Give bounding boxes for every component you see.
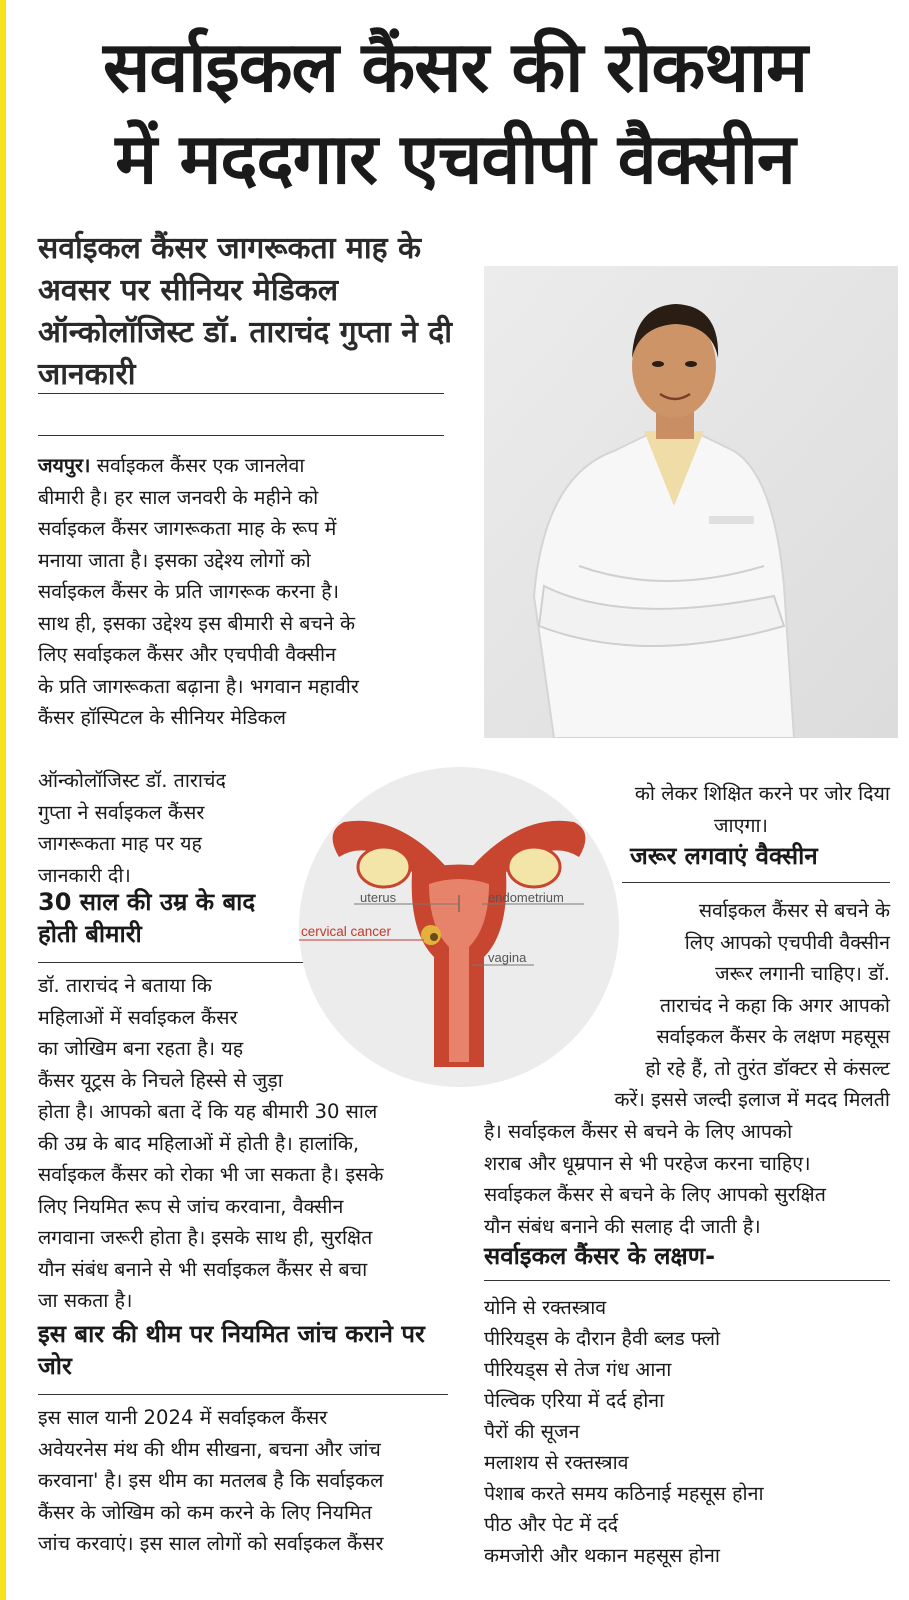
text-line: हो रहे हैं, तो तुरंत डॉक्टर से कंसल्ट (645, 1056, 890, 1080)
divider (622, 882, 890, 883)
label-endometrium: endometrium (488, 890, 564, 905)
symptom-item: मलाशय से रक्तस्त्राव (484, 1451, 629, 1474)
label-uterus: uterus (360, 890, 397, 905)
text-line: कैंसर के जोखिम को कम करने के लिए नियमित (38, 1500, 372, 1524)
section1-paragraph (38, 970, 300, 1096)
text-line: सर्वाइकल कैंसर से बचने के लिए आपको सुरक्षित (484, 1183, 826, 1206)
text-line: डॉ. ताराचंद ने बताया कि (38, 974, 212, 997)
text-line: का जोखिम बना रहता है। यह (38, 1037, 244, 1060)
label-cervical-cancer: cervical cancer (301, 924, 392, 939)
section3-paragraph-wide (484, 1116, 890, 1242)
intro-paragraph-wrap (38, 765, 298, 891)
uterus-diagram (294, 762, 624, 1092)
text-line: लिए सर्वाइकल कैंसर और एचपीवी वैक्सीन (38, 643, 336, 666)
section-heading-vaccine: जरूर लगवाएं वैक्सीन (630, 842, 818, 870)
section3-paragraph-narrow (612, 895, 890, 1116)
subheadline: सर्वाइकल कैंसर जागरूकता माह के अवसर पर सीनियर मेडिकल ऑन्कोलॉजिस्ट डॉ. ताराचंद गुप्ता ने दी जानकारी (38, 231, 452, 392)
divider (484, 1280, 890, 1281)
text-line: जागरूकता माह पर यह (38, 832, 202, 855)
symptom-item: पीरियड्स के दौरान हैवी ब्लड फ्लो (484, 1327, 721, 1350)
text-line: जरूर लगानी चाहिए। डॉ. (715, 962, 890, 985)
text-line: साथ ही, इसका उद्देश्य इस बीमारी से बचने के (38, 611, 356, 635)
text-line: को लेकर शिक्षित करने पर जोर दिया (634, 782, 890, 805)
text-line: की उम्र के बाद महिलाओं में होती है। हालांकि, (38, 1131, 360, 1155)
text-line: ऑन्कोलॉजिस्ट डॉ. ताराचंद (38, 769, 226, 792)
text-line: जा सकता है। (38, 1289, 133, 1312)
text-line: लगवाना जरूरी होता है। इसके साथ ही, सुरक्षित (38, 1226, 373, 1249)
doctor-photo (484, 266, 898, 738)
text-line: कैंसर यूट्रस के निचले हिस्से से जुड़ा (38, 1068, 283, 1092)
text-line: गुप्ता ने सर्वाइकल कैंसर (38, 800, 205, 824)
symptom-item: पेल्विक एरिया में दर्द होना (484, 1389, 665, 1412)
section-heading-age: 30 साल की उम्र के बाद होती बीमारी (38, 888, 256, 948)
symptom-item: पीठ और पेट में दर्द (484, 1513, 619, 1536)
text-line: जांच करवाएं। इस साल लोगों को सर्वाइकल कैंसर (38, 1532, 384, 1555)
intro-paragraph (38, 450, 448, 734)
text-line: महिलाओं में सर्वाइकल कैंसर (38, 1005, 238, 1029)
text-line: के प्रति जागरूकता बढ़ाना है। भगवान महावीर (38, 674, 359, 698)
text-line: इस साल यानी 2024 में सर्वाइकल कैंसर (38, 1406, 328, 1429)
text-line: सर्वाइकल कैंसर के लक्षण महसूस (656, 1025, 890, 1048)
dateline: जयपुर। (38, 454, 91, 477)
symptom-item: कमजोरी और थकान महसूस होना (484, 1544, 720, 1567)
section-heading-symptoms: सर्वाइकल कैंसर के लक्षण- (484, 1242, 716, 1270)
text-line: जाएगा। (714, 813, 768, 837)
text-line: करवाना' है। इस थीम का मतलब है कि सर्वाइकल (38, 1469, 384, 1492)
text-line: जानकारी दी। (38, 863, 131, 887)
text-line: बीमारी है। हर साल जनवरी के महीने को (38, 485, 319, 509)
symptom-item: पीरियड्स से तेज गंध आना (484, 1358, 672, 1381)
section-heading-theme: इस बार की थीम पर नियमित जांच कराने पर जोर (38, 1320, 425, 1380)
text-line: है। सर्वाइकल कैंसर से बचने के लिए आपको (484, 1120, 793, 1143)
continuation-paragraph (592, 778, 890, 841)
divider (38, 1394, 448, 1395)
text-line: होता है। आपको बता दें कि यह बीमारी 30 साल (38, 1100, 378, 1123)
text-line: अवेयरनेस मंथ की थीम सीखना, बचना और जांच (38, 1437, 381, 1461)
symptom-item: पेशाब करते समय कठिनाई महसूस होना (484, 1482, 764, 1505)
text-line: सर्वाइकल कैंसर जागरूकता माह के रूप में (38, 517, 337, 540)
text-line: सर्वाइकल कैंसर से बचने के (698, 899, 890, 922)
label-vagina: vagina (488, 950, 527, 965)
headline-line-1: सर्वाइकल कैंसर की रोकथाम (103, 26, 807, 108)
text-line: कैंसर हॉस्पिटल के सीनियर मेडिकल (38, 706, 286, 729)
text-line: सर्वाइकल कैंसर के प्रति जागरूक करना है। (38, 580, 340, 603)
text-line: यौन संबंध बनाने से भी सर्वाइकल कैंसर से बचा (38, 1257, 368, 1281)
text-line: सर्वाइकल कैंसर एक जानलेवा (96, 454, 305, 477)
text-line: सर्वाइकल कैंसर को रोका भी जा सकता है। इसके (38, 1163, 384, 1186)
divider (38, 435, 444, 436)
divider (38, 393, 444, 394)
text-line: करें। इससे जल्दी इलाज में मदद मिलती (614, 1088, 890, 1111)
headline-line-2: में मददगार एचवीपी वैक्सीन (115, 118, 795, 200)
symptom-item: योनि से रक्तस्त्राव (484, 1296, 607, 1319)
text-line: मनाया जाता है। इसका उद्देश्य लोगों को (38, 548, 311, 572)
page-edge-accent-bar (0, 0, 6, 1600)
text-line: लिए आपको एचपीवी वैक्सीन (684, 930, 890, 954)
text-line: ताराचंद ने कहा कि अगर आपको (659, 993, 890, 1017)
section1-paragraph-wide (38, 1096, 448, 1317)
section2-paragraph (38, 1402, 448, 1560)
text-line: शराब और धूम्रपान से भी परहेज करना चाहिए। (484, 1151, 811, 1175)
symptom-item: पैरों की सूजन (484, 1420, 580, 1443)
text-line: लिए नियमित रूप से जांच करवाना, वैक्सीन (38, 1194, 344, 1218)
text-line: यौन संबंध बनाने की सलाह दी जाती है। (484, 1214, 761, 1238)
